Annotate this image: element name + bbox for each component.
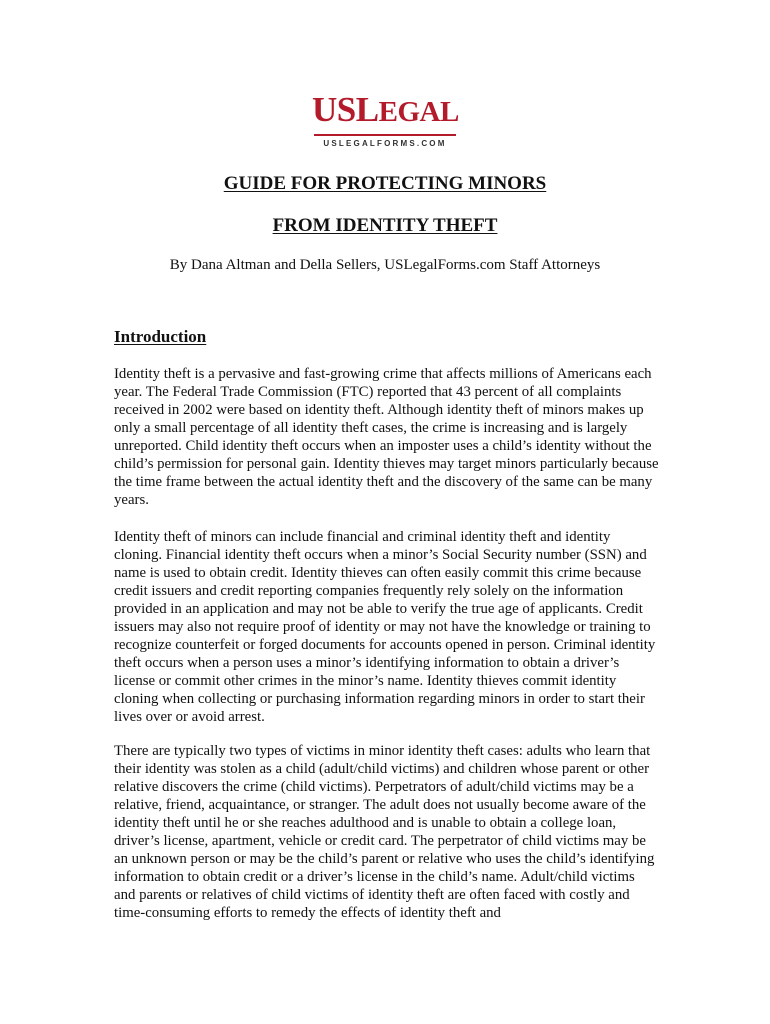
document-title-line-1: GUIDE FOR PROTECTING MINORS	[223, 173, 547, 194]
paragraph-3: There are typically two types of victims in minor identity theft cases: adults who learn that their identity was stolen as a child (adult/child victims) and children whose parent or other relative discovers the crime (child victims). Perpetrators of adult/child victims may be a relative, friend, acquaintance, or stranger. The adult does not usually become aware of the identity theft until he or she reaches adulthood and is unable to obtain a college loan, driver’s license, apartment, vehicle or credit card. The perpetrator of child victims may be an unknown person or may be the child’s parent or relative who uses the child’s identifying information to obtain credit or a driver’s license in the child’s name. Adult/child victims and parents or relatives of child victims of identity theft are often faced with costly and time-consuming efforts to remedy the effects of identity theft and	[114, 743, 655, 921]
byline: By Dana Altman and Della Sellers, USLegalForms.com Staff Attorneys	[169, 257, 601, 273]
logo-us: US	[312, 90, 356, 129]
logo-subtitle: USLEGALFORMS.COM	[323, 139, 447, 148]
uslegal-logo	[312, 92, 458, 152]
logo-egal: EGAL	[378, 96, 459, 128]
logo-divider	[314, 134, 456, 136]
logo-l: L	[355, 90, 379, 129]
paragraph-2: Identity theft of minors can include financial and criminal identity theft and identity cloning. Financial identity theft occurs when a minor’s Social Security number (SSN) and name is used to obtain credit. Identity thieves can often easily commit this crime because credit issuers and credit reporting companies frequently rely solely on the information provided in an application and may not be able to verify the true age of applicants. Credit issuers may also not require proof of identity or may not have the knowledge or training to recognize counterfeit or forged documents for accounts opened in person. Criminal identity theft occurs when a person uses a minor’s identifying information to obtain a driver’s license or commit other crimes in the minor’s name. Identity thieves commit identity cloning when collecting or purchasing information regarding minors in order to start their lives over or avoid arrest.	[114, 529, 656, 725]
section-heading-introduction: Introduction	[114, 327, 207, 346]
paragraph-1: Identity theft is a pervasive and fast-growing crime that affects millions of Americans each year. The Federal Trade Commission (FTC) reported that 43 percent of all complaints received in 2002 were based on identity theft. Although identity theft of minors makes up only a small percentage of all identity theft cases, the crime is increasing and is largely unreported. Child identity theft occurs when an imposter uses a child’s identity without the child’s permission for personal gain. Identity thieves may target minors particularly because the time frame between the actual identity theft and the discovery of the same can be many years.	[114, 366, 659, 508]
document-title-line-2: FROM IDENTITY THEFT	[272, 215, 498, 236]
logo-wordmark	[312, 92, 458, 130]
